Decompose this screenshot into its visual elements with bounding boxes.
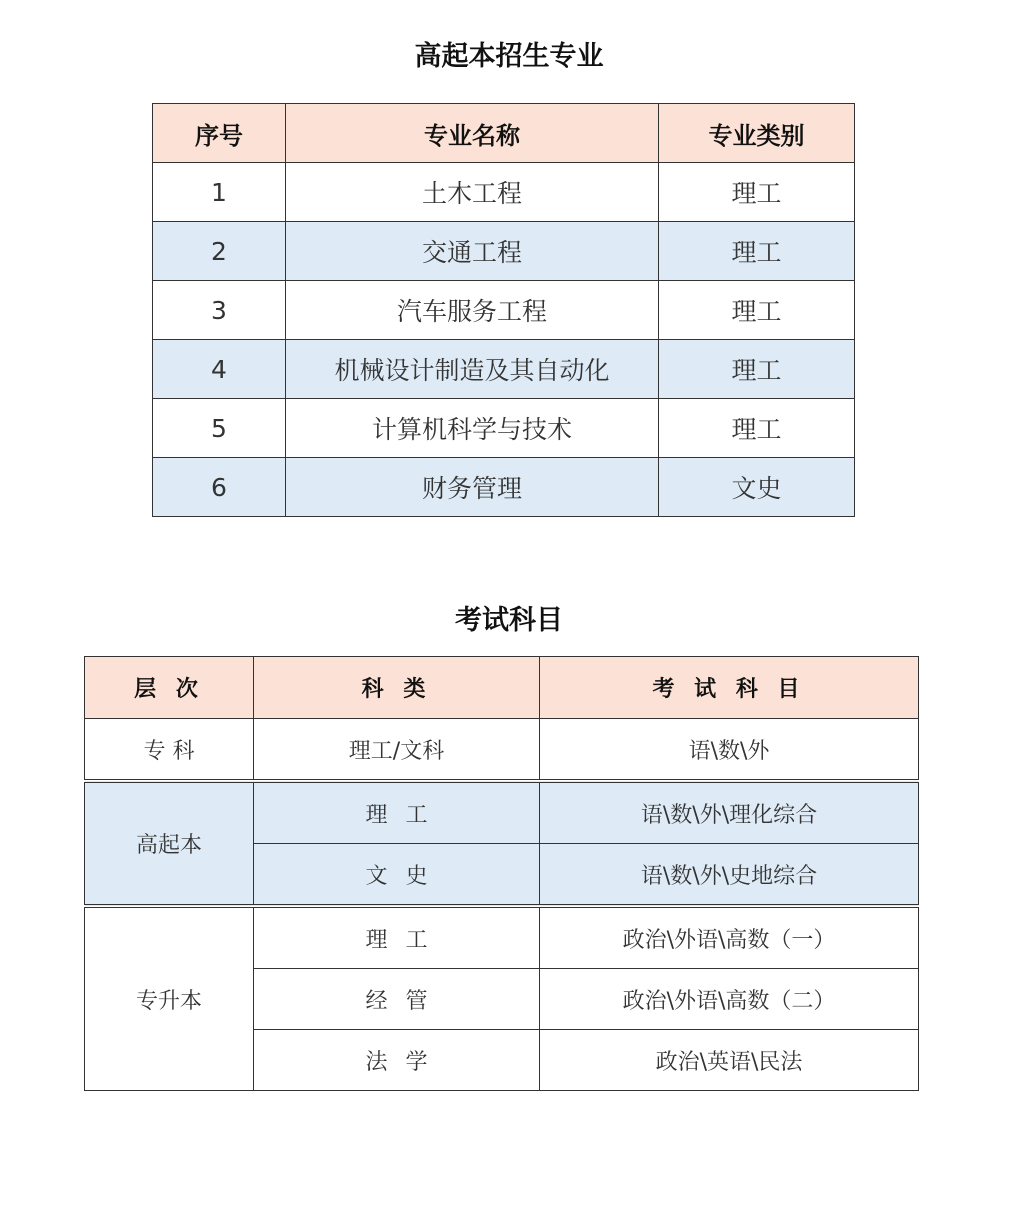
category-cell: 理工 [254, 781, 540, 844]
row-no: 5 [153, 399, 286, 458]
category-cell: 经管 [254, 969, 540, 1030]
table-row [153, 222, 855, 281]
table-row [153, 340, 855, 399]
row-no: 1 [153, 163, 286, 222]
majors-title: 高起本招生专业 [414, 41, 604, 72]
header-category: 科 类 [254, 657, 540, 719]
table-row [153, 163, 855, 222]
subjects-cell: 政治\外语\高数（二） [540, 969, 919, 1030]
subjects-cell: 政治\外语\高数（一） [540, 906, 919, 969]
row-major-type: 理工 [659, 222, 855, 281]
category-cell: 法学 [254, 1030, 540, 1091]
level-cell: 专 科 [85, 719, 254, 782]
majors-table [152, 103, 855, 517]
category-cell: 理工 [254, 906, 540, 969]
header-level: 层 次 [85, 657, 254, 719]
row-major-type: 理工 [659, 399, 855, 458]
subjects-cell: 语\数\外\史地综合 [540, 844, 919, 907]
row-major-type: 文史 [659, 458, 855, 517]
level-cell: 专升本 [85, 906, 254, 1091]
exams-header-row [85, 657, 919, 719]
row-no: 3 [153, 281, 286, 340]
table-row [153, 458, 855, 517]
header-subjects: 考 试 科 目 [540, 657, 919, 719]
category-cell: 文史 [254, 844, 540, 907]
row-major-name: 土木工程 [286, 163, 659, 222]
table-row [153, 399, 855, 458]
row-major-name: 计算机科学与技术 [286, 399, 659, 458]
majors-header-row [153, 104, 855, 163]
row-no: 4 [153, 340, 286, 399]
row-major-name: 机械设计制造及其自动化 [286, 340, 659, 399]
subjects-cell: 政治\英语\民法 [540, 1030, 919, 1091]
row-major-name: 汽车服务工程 [286, 281, 659, 340]
header-no: 序号 [153, 104, 286, 163]
exams-table [84, 656, 919, 1091]
table-row [85, 906, 919, 969]
category-cell: 理工/文科 [254, 719, 540, 782]
row-no: 6 [153, 458, 286, 517]
row-no: 2 [153, 222, 286, 281]
header-major-name: 专业名称 [286, 104, 659, 163]
table-row [85, 781, 919, 844]
row-major-name: 交通工程 [286, 222, 659, 281]
subjects-cell: 语\数\外 [540, 719, 919, 782]
row-major-type: 理工 [659, 163, 855, 222]
row-major-name: 财务管理 [286, 458, 659, 517]
row-major-type: 理工 [659, 340, 855, 399]
exams-title: 考试科目 [455, 605, 563, 636]
subjects-cell: 语\数\外\理化综合 [540, 781, 919, 844]
table-row [85, 719, 919, 782]
header-major-type: 专业类别 [659, 104, 855, 163]
level-cell: 高起本 [85, 781, 254, 906]
row-major-type: 理工 [659, 281, 855, 340]
table-row [153, 281, 855, 340]
